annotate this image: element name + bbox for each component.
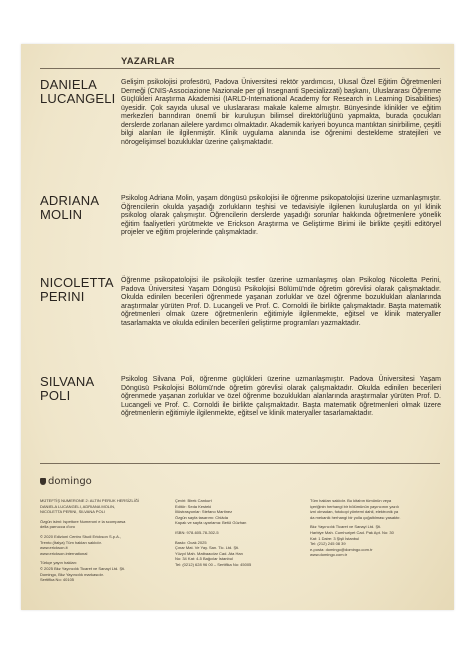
colophon-line: Editör: Seda Kesteki [175,503,212,509]
colophon-line: Çınar Mat. Ve Yay. San. Tic. Ltd. Şti. [175,545,240,551]
author-bio: Öğrenme psikopatolojisi ile psikolojik testler üzerine uzmanlaşmış olan Psikolog Nicoletta Perini, Padova Üniversitesi Yaşam Döngüsü Psikolojisi Bölümü'nde öğretim görevlisi olarak çalışmaktadır. Okulda edinilen becerileri öğrenmede yaşanan zorluklar ve özel öğrenme bozuklukları alanlarında araştırmalar yürüten Prof. D. Lucangeli ve Prof. C. Cornoldi ile birlikte çalışmaktadır. Başta matematik öğretmenleri olmak üzere öğretmenlerin eğitimiyle ilgilenmekte, eğitsel ve klinik materyaller tasarlamakta ve okulda edinilen becerileri geliştirme programları yazmaktadır. [121,277,441,327]
colophon-line: DANIELA LUCANGELI, ADRIANA MOLIN, [40,503,116,509]
colophon-paragraph [175,530,303,536]
colophon-line: Trento (İtalya) Tüm hakları saklıdır. [40,539,102,545]
colophon-line: ISBN: 978-605-78-302-5 [175,529,219,535]
colophon [40,476,440,596]
colophon-line: e-posta: domingo@domingo.com.tr [310,546,373,552]
colophon-line: Özgün sayfa tasarımı: Chiâda [175,514,228,520]
colophon-line: Tüm hakları saklıdır. Bu kitabın tümünün veya [310,498,392,503]
authors-heading: YAZARLAR [121,56,175,67]
colophon-paragraph [175,540,303,568]
author-first-name: DANIELA [40,77,98,92]
publisher-logo [40,476,92,487]
author-last-name: PERINI [40,289,85,304]
colophon-line: www.erickson.it [40,545,68,551]
author-name [40,77,116,106]
colophon-line: della parrucca d'oro [40,524,76,530]
colophon-line: İllüstrasyonlar: Stefano Martinez [175,509,233,515]
colophon-column-3 [310,498,440,562]
colophon-paragraph [40,534,168,556]
colophon-paragraph [175,498,303,526]
colophon-line: NICOLETTA PERINI, SILVANA POLI [40,509,105,515]
author-first-name: NICOLETTA [40,275,114,290]
author-bio: Psikolog Adriana Molin, yaşam döngüsü psikolojisi ile öğrenme psikopatolojisi üzerine uzmanlaşmıştır. Öğrencilerin okulda yaşadığı zorlukların teşhisi ve tedavisiyle ilgilenen kuruluşlarda on yıl klinik psikolog olarak çalışmıştır. Öğrencilerin derslerde yaşadığı sorunlar hakkında öğretmenlere yönelik eğitim faaliyetleri yürütmekte ve Erickson Araştırma ve Geliştirme Birimi ile birlikte çeşitli editöryel projeler ve eğitim projelerinde çalışmaktadır. [121,195,441,236]
colophon-line: Kat: 1 Daire: 3 Şişli İstanbul [310,535,360,541]
colophon-paragraph [310,524,440,558]
colophon-line: içeriğinin herhangi bir bölümünün yayıncının yazılı [310,503,399,509]
author-name [40,194,110,222]
colophon-paragraph [40,519,168,530]
colophon-paragraph [310,498,440,520]
footer-rule [40,463,440,464]
author-first-name: SILVANA [40,374,95,389]
colophon-line: Kapak ve sayfa uyarlama: Betül Güzhan [175,520,247,526]
colophon-line: © 2020 Edizioni Centro Studi Erickson S.p.A., [40,533,121,539]
colophon-line: No: 34 Kat: 4-5 Bağcılar İstanbul [175,556,233,562]
author-bio: Psikolog Silvana Poli, öğrenme güçlükleri üzerine uzmanlaşmıştır. Padova Üniversitesi Yaşam Döngüsü Psikolojisi Bölümü'nde öğretim görevlisi olarak çalışmaktadır. Okulda edinilen becerileri öğrenmede yaşanan zorluklar ve özel öğrenme bozuklukları alanlarında araştırmalar yürüten Prof. D. Lucangeli ve Prof. C. Cornoldi ile birlikte çalışmaktadır. Başta matematik öğretmenleri olmak üzere öğretmenlerin eğitimiyle ilgilenmekte, eğitsel ve klinik materyaller tasarlamaktadır. [121,376,441,417]
heading-rule [40,68,440,69]
author-last-name: POLI [40,388,71,403]
colophon-line: Bkz Yayıncılık Ticaret ve Sanayi Ltd. Şti. [310,524,382,530]
colophon-line: Baskı: Ocak 2025 [175,539,207,545]
author-first-name: ADRIANA [40,193,100,208]
logo-mark-icon [40,478,46,485]
logo-text: domingo [48,476,92,487]
colophon-line: Sertifika No: 40105 [40,577,75,583]
colophon-line: MÜTEFTİŞ NUMERONE 2: ALTIN PERUK HERSİZLİĞİ [40,498,140,503]
colophon-line: da mekanik herhangi bir yolla çoğaltılması yasaktır. [310,514,401,520]
colophon-line: Tel: (212) 245 08 39 [310,541,346,547]
author-last-name: MOLIN [40,207,83,222]
colophon-column-2 [175,498,303,572]
author-name [40,275,114,304]
colophon-line: Çeviri: Birek Cankurt [175,498,212,503]
colophon-line: Türkçe yayın hakları: [40,560,78,566]
colophon-column-1 [40,498,168,587]
colophon-line: www.domingo.com.tr [310,552,348,558]
author-bio: Gelişim psikolojisi profesörü, Padova Üniversitesi rektör yardımcısı, Ulusal Özel Eğitim Öğretmenleri Derneği (CNIS-Associazione Nazionale per gli Insegnanti Specializzati) başkanı, Uluslararası Öğrenme Güçlükleri Araştırma Akademisi (IARLD-International Academy for Research in Learning Disabilities) üyesidir. Çok sayıda ulusal ve uluslararası makale kaleme almıştır. Bünyesinde klinikler ve eğitim merkezleri barındıran önemli bir kuruluşun bilimsel direktörlüğünü yapmakta, burada çocukları derslerde zorlanan ailelere yardımcı olmaktadır. Akademik kariyeri boyunca mantıktan sinirbilime, çeşitli bilgi alanları ile ilgilenmiştir. Klinik uygulama alanında ise öğrenimi destekleme stratejileri ve nörogelişimsel bozukluklar üzerine çalışmaktadır. [121,79,441,146]
colophon-line: © 2025 Bkz Yayıncılık Ticaret ve Sanayi Ltd. Şti. [40,565,126,571]
colophon-line: www.erickson.international [40,550,88,556]
colophon-paragraph [40,498,168,515]
colophon-paragraph [40,560,168,582]
colophon-line: izni olmadan, fotokopi yöntemi dahil, elektronik ya [310,509,399,515]
colophon-line: Özgün isimi: Ispettore Numeroni e la scomparsa [40,518,126,524]
colophon-line: Domingo, Bkz Yayıncılık markasıdır. [40,571,104,577]
colophon-line: Tel: (0212) 628 96 00 – Sertifika No: 45005 [175,561,252,567]
colophon-line: Yüzyıl Mah. Matbaacılar Cad. Ata Han [175,550,243,556]
author-name [40,375,110,403]
colophon-line: Harbiye Mah. Cumhuriyet Cad. Pak Apt. No: 30 [310,529,394,535]
author-last-name: LUCANGELI [40,91,116,106]
